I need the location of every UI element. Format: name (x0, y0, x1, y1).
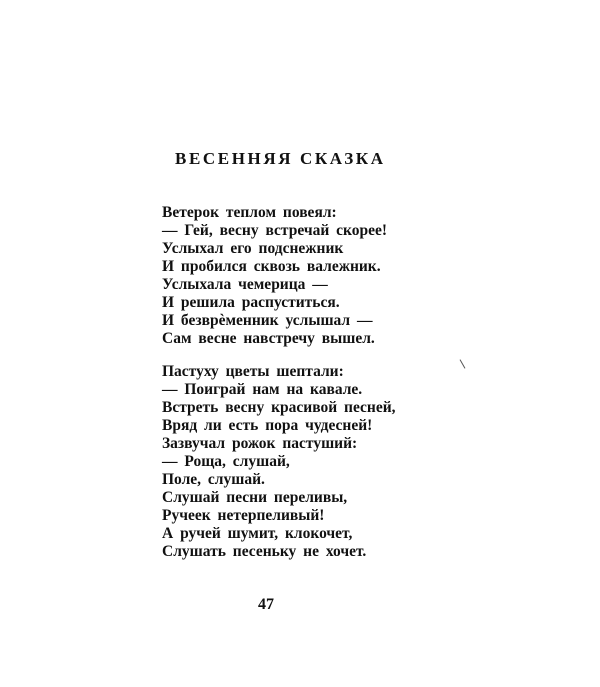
poem-line: Зазвучал рожок пастуший: (162, 435, 358, 452)
stray-mark (460, 359, 466, 368)
poem-line: И безврѐменник услышал — (162, 312, 373, 329)
poem-line: — Поиграй нам на кавале. (162, 381, 363, 398)
poem-line: Слушать песеньку не хочет. (162, 543, 367, 560)
poem-line: Пастуху цветы шептали: (162, 363, 344, 380)
poem-line: И решила распуститься. (162, 294, 340, 311)
poem-line: Ручеек нетерпеливый! (162, 507, 325, 524)
poem-title: ВЕСЕННЯЯ СКАЗКА (175, 149, 386, 168)
poem-line: Услыхала чемерица — (162, 276, 328, 293)
stanza-2 (162, 363, 396, 561)
poem-line: Сам весне навстречу вышел. (162, 330, 375, 347)
poem-line: Услыхал его подснежник (162, 240, 344, 257)
poem-line: А ручей шумит, клокочет, (162, 525, 353, 542)
poem-line: Встреть весну красивой песней, (162, 399, 396, 416)
poem-line: — Гей, весну встречай скорее! (162, 222, 388, 239)
poem-line: — Роща, слушай, (162, 453, 290, 470)
page-number: 47 (258, 596, 274, 613)
poem-line: Ветерок теплом повеял: (162, 204, 337, 221)
stanza-1 (162, 204, 387, 348)
poem-line: Поле, слушай. (162, 471, 265, 488)
poem-line: Вряд ли есть пора чудесней! (162, 417, 373, 434)
poem-line: И пробился сквозь валежник. (162, 258, 381, 275)
poem-line: Слушай песни переливы, (162, 489, 348, 506)
